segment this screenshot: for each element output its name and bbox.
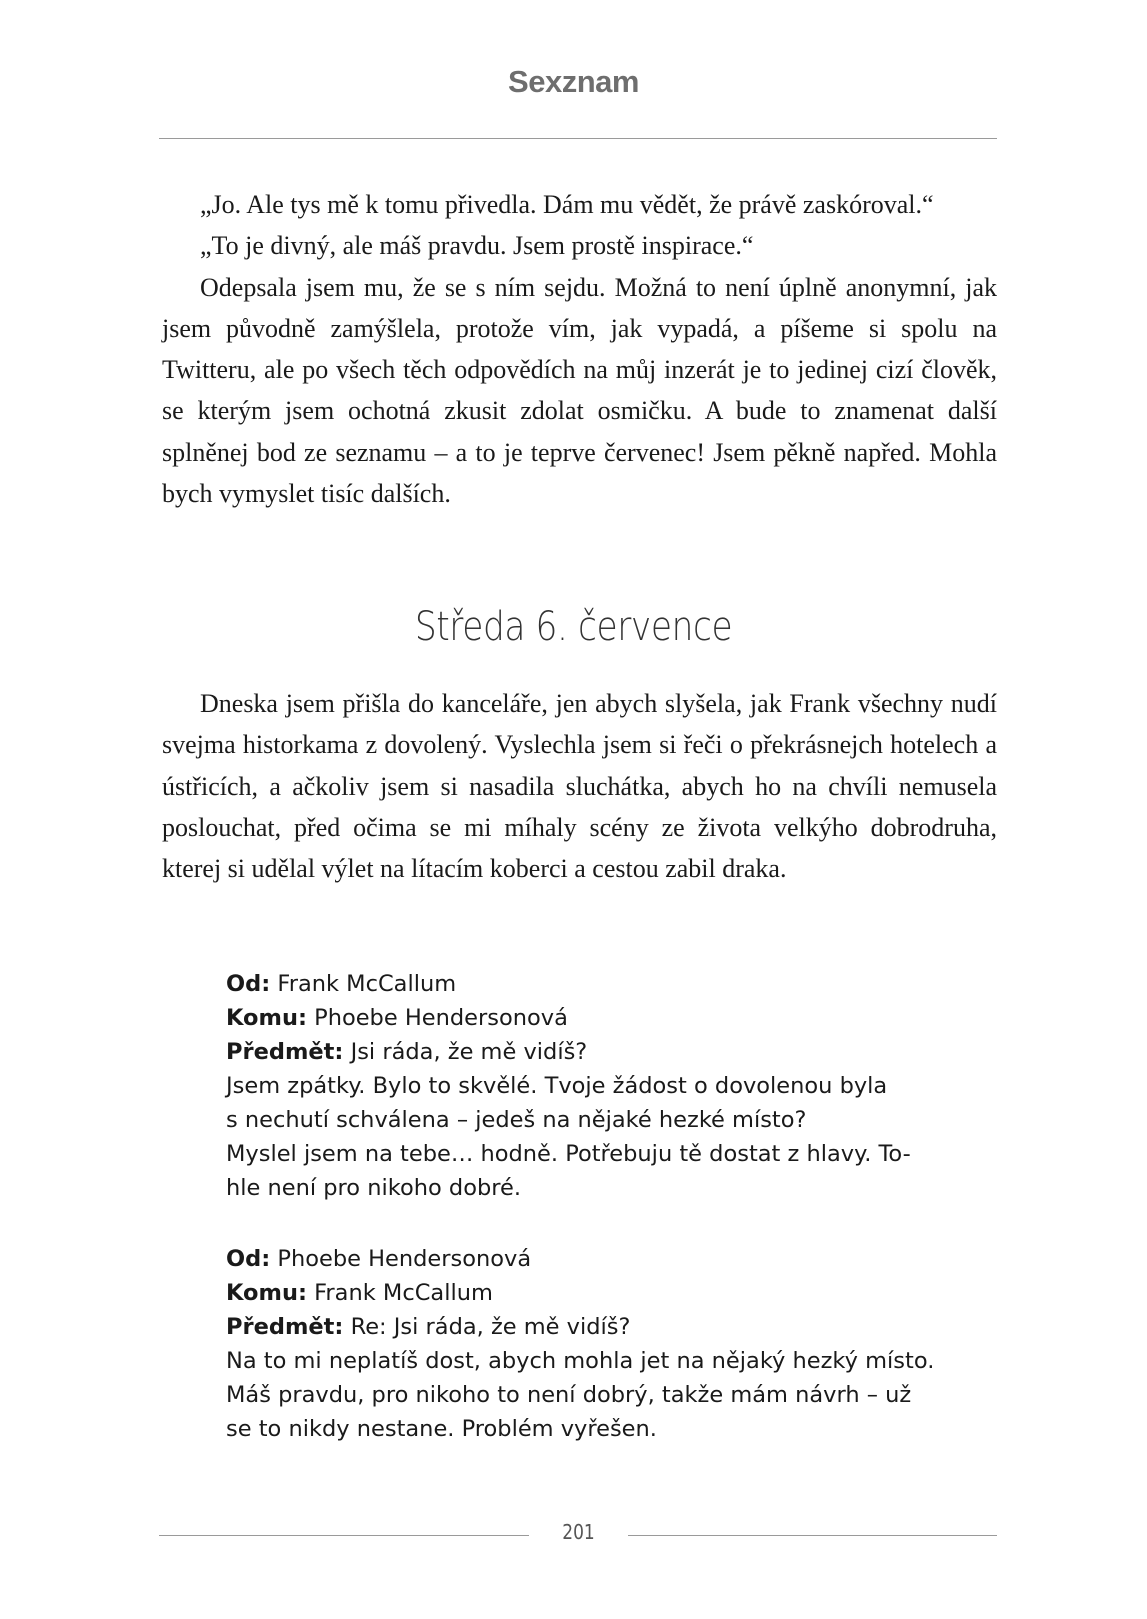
email-subject	[226, 1310, 946, 1344]
email-from-value: Phoebe Hendersonová	[277, 1246, 532, 1272]
paragraph: „Jo. Ale tys mě k tomu přivedla. Dám mu vědět, že právě zaskóroval.“	[200, 190, 934, 219]
email-body-line: Jsem zpátky. Bylo to skvělé. Tvoje žádost o dovolenou byla	[226, 1073, 888, 1099]
email-to-label: Komu:	[226, 1280, 307, 1306]
text-block-2	[162, 683, 997, 889]
email-to-value: Frank McCallum	[314, 1280, 493, 1306]
email-subject-label: Předmět:	[226, 1314, 344, 1340]
email-body-line: se to nikdy nestane. Problém vyřešen.	[226, 1416, 657, 1442]
text-block-1	[162, 184, 997, 514]
email-to	[226, 1276, 946, 1310]
paragraph: Odepsala jsem mu, že se s ním sejdu. Možná to není úplně anonymní, jak jsem původně zamýšlela, protože vím, jak vypadá, a píšeme si spolu na Twitteru, ale po všech těch odpovědích na můj inzerát je to jedinej cizí člověk, se kterým jsem ochotná zkusit zdolat osmičku. A bude to znamenat další splněnej bod ze seznamu – a to je teprve červenec! Jsem pěkně napřed. Mohla bych vymyslet tisíc dalších.	[162, 272, 997, 509]
email-subject-label: Předmět:	[226, 1039, 344, 1065]
footer-rule-right	[628, 1535, 997, 1536]
paragraph: Dneska jsem přišla do kanceláře, jen abych slyšela, jak Frank všechny nudí svejma historkama z dovolený. Vyslechla jsem si řeči o překrásnejch hotelech a ústřicích, a ačkoliv jsem si nasadila sluchátka, abych ho na chvíli nemusela poslouchat, před očima se mi míhaly scény ze života velkýho dobrodruha, kterej si udělal výlet na lítacím koberci a cestou zabil draka.	[162, 689, 997, 884]
email-to-label: Komu:	[226, 1005, 307, 1031]
email-from	[226, 1242, 946, 1276]
email-subject	[226, 1035, 946, 1069]
email-message-1	[226, 967, 946, 1205]
email-subject-value: Re: Jsi ráda, že mě vidíš?	[350, 1314, 631, 1340]
email-from	[226, 967, 946, 1001]
running-title: Sexznam	[508, 64, 639, 99]
email-from-label: Od:	[226, 971, 271, 997]
email-from-value: Frank McCallum	[277, 971, 457, 997]
email-message-2	[226, 1242, 946, 1446]
email-subject-value: Jsi ráda, že mě vidíš?	[350, 1039, 588, 1065]
email-to	[226, 1001, 946, 1035]
paragraph: „To je divný, ale máš pravdu. Jsem prostě inspirace.“	[200, 231, 754, 261]
chapter-heading: Středa 6. července	[414, 604, 733, 650]
email-body-line: Na to mi neplatíš dost, abych mohla jet na nějaký hezký místo.	[226, 1348, 935, 1374]
footer-rule-left	[159, 1535, 529, 1536]
header-rule	[159, 138, 997, 139]
email-to-value: Phoebe Hendersonová	[314, 1005, 568, 1031]
email-body-line: Myslel jsem na tebe… hodně. Potřebuju tě dostat z hlavy. To-	[226, 1141, 911, 1167]
page-number: 201	[562, 1520, 595, 1544]
email-from-label: Od:	[226, 1246, 271, 1272]
email-body-line: s nechutí schválena – jedeš na nějaké hezké místo?	[226, 1107, 807, 1133]
email-body-line: hle není pro nikoho dobré.	[226, 1175, 521, 1201]
email-body-line: Máš pravdu, pro nikoho to není dobrý, takže mám návrh – už	[226, 1382, 912, 1408]
